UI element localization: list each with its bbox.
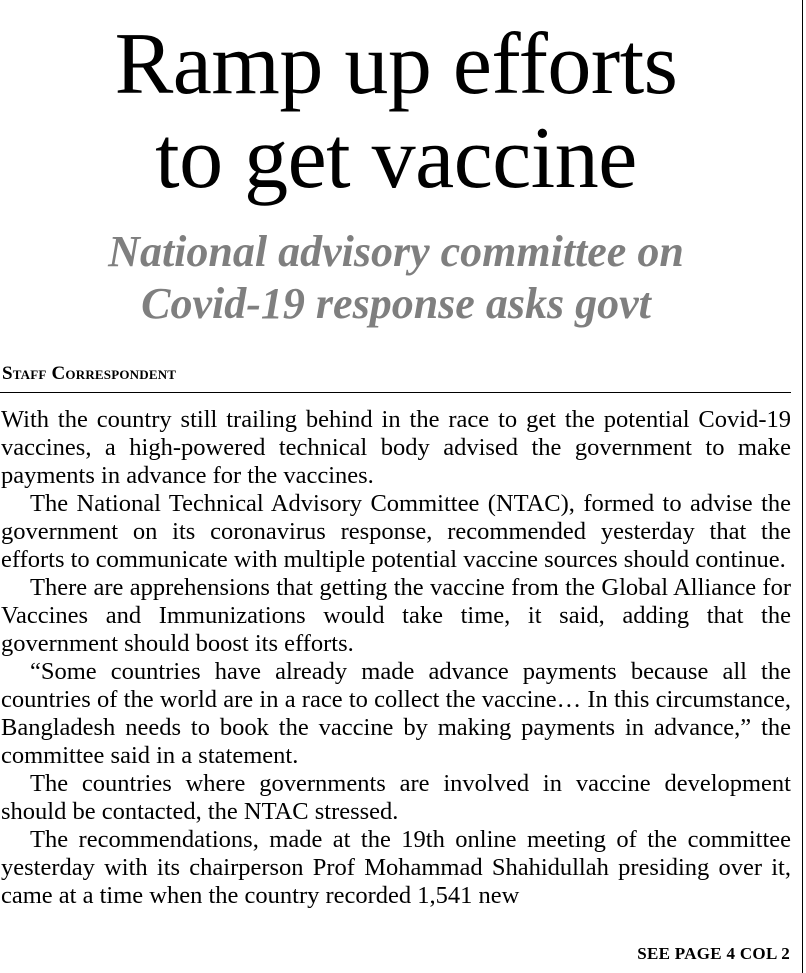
column-rule — [802, 0, 803, 973]
paragraph: “Some countries have already made advance payments because all the countries of the world are in a race to collect the vaccine… In this circumstance, Bangladesh needs to book the vaccine by making payments in advance,” the committee said in a statement. — [1, 658, 791, 769]
byline-divider — [0, 392, 791, 393]
article-body — [1, 406, 791, 910]
byline: Staff Correspondent — [2, 363, 177, 384]
subheadline-line-2: Covid-19 response asks govt — [141, 279, 651, 328]
paragraph: The countries where governments are involved in vaccine development should be contacted, the NTAC stressed. — [1, 770, 791, 825]
paragraph: The recommendations, made at the 19th online meeting of the committee yesterday with its chairperson Prof Mohammad Shahidullah presiding over it, came at a time when the country recorded 1,541 new — [1, 826, 791, 909]
continuation-reference: SEE PAGE 4 COL 2 — [637, 944, 790, 963]
subheadline-line-1: National advisory committee on — [108, 227, 684, 276]
headline-line-2: to get vaccine — [155, 110, 637, 207]
subheadline — [0, 226, 792, 330]
paragraph: With the country still trailing behind in the race to get the potential Covid-19 vaccines, a high-powered technical body advised the government to make payments in advance for the vaccines. — [1, 406, 791, 489]
headline-line-1: Ramp up efforts — [114, 16, 678, 113]
paragraph: The National Technical Advisory Committee (NTAC), formed to advise the government on its coronavirus response, recommended yesterday that the efforts to communicate with multiple potential vaccine sources should continue. — [1, 490, 791, 573]
paragraph: There are apprehensions that getting the vaccine from the Global Alliance for Vaccines and Immunizations would take time, it said, adding that the government should boost its efforts. — [1, 574, 791, 657]
headline — [0, 18, 792, 206]
